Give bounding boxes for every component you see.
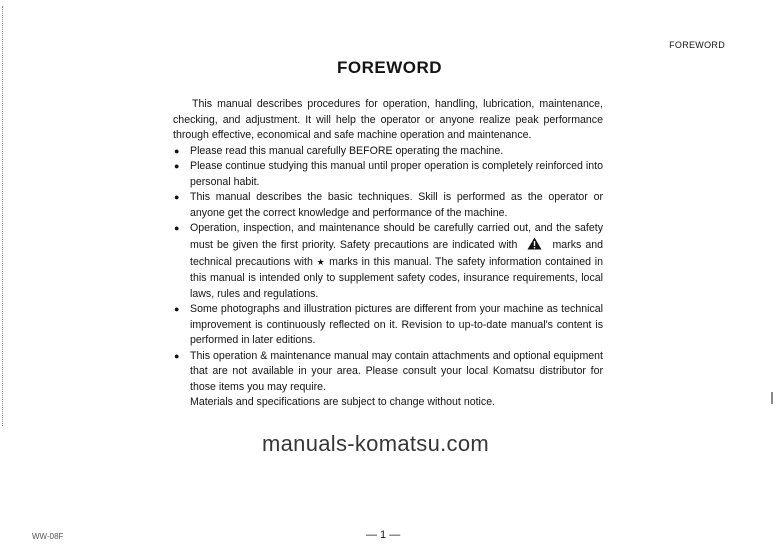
list-item xyxy=(173,302,603,349)
list-item xyxy=(173,190,603,221)
bullet-icon: ● xyxy=(174,145,180,156)
precautions-list xyxy=(173,144,603,396)
list-item xyxy=(173,221,603,302)
list-item xyxy=(173,159,603,190)
list-item-text: Please read this manual carefully BEFORE operating the machine. xyxy=(190,144,504,157)
warning-triangle-icon xyxy=(527,237,542,256)
bullet-icon: ● xyxy=(174,350,180,361)
closing-note: Materials and specifications are subject to change without notice. xyxy=(190,396,496,409)
list-item xyxy=(173,349,603,396)
list-item-text: Please continue studying this manual until proper operation is completely reinforced into personal habit. xyxy=(190,160,603,188)
list-item-text: This manual describes the basic techniques. Skill is performed as the operator or anyone get the correct knowledge and performance of the machine. xyxy=(190,191,603,219)
list-item-text: marks in this manual. The safety information contained in this manual is intended only to supplement safety codes, insurance requirements, local laws, rules and regulations. xyxy=(190,256,603,300)
watermark-text: manuals-komatsu.com xyxy=(262,431,489,456)
bullet-icon: ● xyxy=(174,161,180,172)
bullet-icon: ● xyxy=(174,223,180,234)
page-title: FOREWORD xyxy=(336,58,443,77)
bullet-icon: ● xyxy=(174,192,180,203)
list-item-text: Operation, inspection, and maintenance should be carefully carried out, and the safety must be given the first priority. Safety precautions are indicated with xyxy=(190,222,603,251)
bullet-icon: ● xyxy=(174,304,180,315)
star-icon: ★ xyxy=(316,257,326,268)
edge-tick-mark xyxy=(771,392,773,404)
list-item-text: Some photographs and illustration pictures are different from your machine as technical improvement is continuously reflected on it. Revision to up-to-date manual's content is performed in later editions. xyxy=(190,303,603,347)
list-item-text: marks and technical precautions with xyxy=(190,238,603,269)
foreword-body xyxy=(173,97,603,411)
list-item xyxy=(173,144,603,160)
list-item-text: This operation & maintenance manual may contain attachments and optional equipment that are not available in your area. Please consult your local Komatsu distributor for those items you may require. xyxy=(190,349,603,393)
document-code: WW-08F xyxy=(32,532,64,541)
intro-paragraph: This manual describes procedures for operation, handling, lubrication, maintenance, checking, and adjustment. It will help the operator or anyone realize peak performance through effective, economical and safe machine operation and maintenance. xyxy=(173,98,603,142)
page-number: — 1 — xyxy=(366,529,401,541)
running-header: FOREWORD xyxy=(669,40,725,50)
